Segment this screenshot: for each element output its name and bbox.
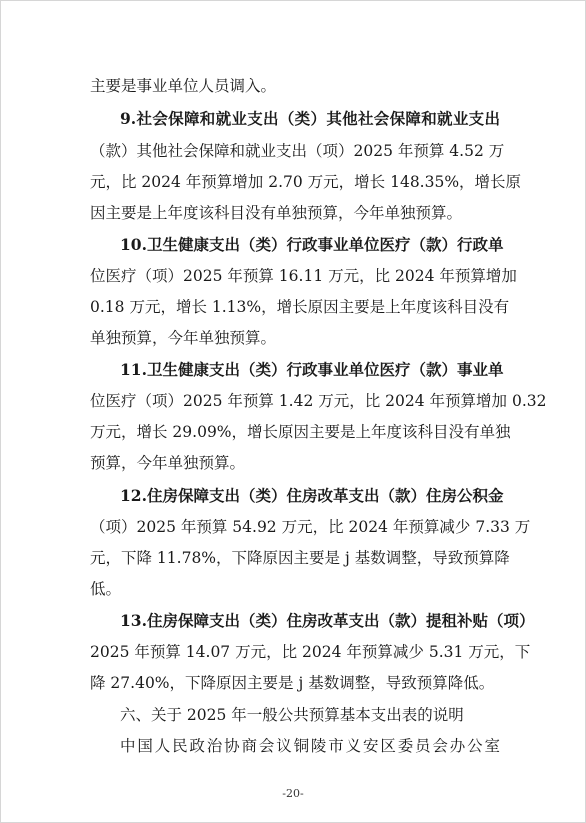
text-line: （款）其他社会保障和就业支出（项）2025 年预算 4.52 万 [90,142,505,160]
section-heading: 六、关于 2025 年一般公共预算基本支出表的说明 [120,706,464,724]
page-number: -20- [282,787,304,800]
text-line: （项）2025 年预算 54.92 万元，比 2024 年预算减少 7.33 万 [90,518,531,536]
text-line: 预算，今年单独预算。 [90,454,246,472]
item-13-heading: 13.住房保障支出（类）住房改革支出（款）提租补贴（项） [120,611,535,630]
text-line: 主要是事业单位人员调入。 [90,77,277,95]
text-line: 中国人民政治协商会议铜陵市义安区委员会办公室 [120,737,500,755]
text-line: 元，比 2024 年预算增加 2.70 万元，增长 148.35%，增长原 [90,173,522,191]
text-line: 位医疗（项）2025 年预算 16.11 万元，比 2024 年预算增加 [90,267,517,285]
text-line: 低。 [90,580,122,598]
text-line: 万元，增长 29.09%，增长原因主要是上年度该科目没有单独 [90,423,511,441]
text-line: 单独预算，今年单独预算。 [90,329,277,347]
text-line: 0.18 万元，增长 1.13%，增长原因主要是上年度该科目没有 [90,298,510,316]
item-9-heading: 9.社会保障和就业支出（类）其他社会保障和就业支出 [120,109,500,128]
item-11-heading: 11.卫生健康支出（类）行政事业单位医疗（款）事业单 [120,360,504,379]
text-line: 降 27.40%，下降原因主要是 j 基数调整，导致预算降低。 [90,674,495,692]
text-line: 2025 年预算 14.07 万元，比 2024 年预算减少 5.31 万元，下 [90,643,531,661]
item-10-heading: 10.卫生健康支出（类）行政事业单位医疗（款）行政单 [120,235,504,254]
text-line: 因主要是上年度该科目没有单独预算，今年单独预算。 [90,204,463,222]
text-line: 元，下降 11.78%，下降原因主要是 j 基数调整，导致预算降 [90,549,510,567]
text-line: 位医疗（项）2025 年预算 1.42 万元，比 2024 年预算增加 0.32 [90,392,547,410]
item-12-heading: 12.住房保障支出（类）住房改革支出（款）住房公积金 [120,486,504,505]
